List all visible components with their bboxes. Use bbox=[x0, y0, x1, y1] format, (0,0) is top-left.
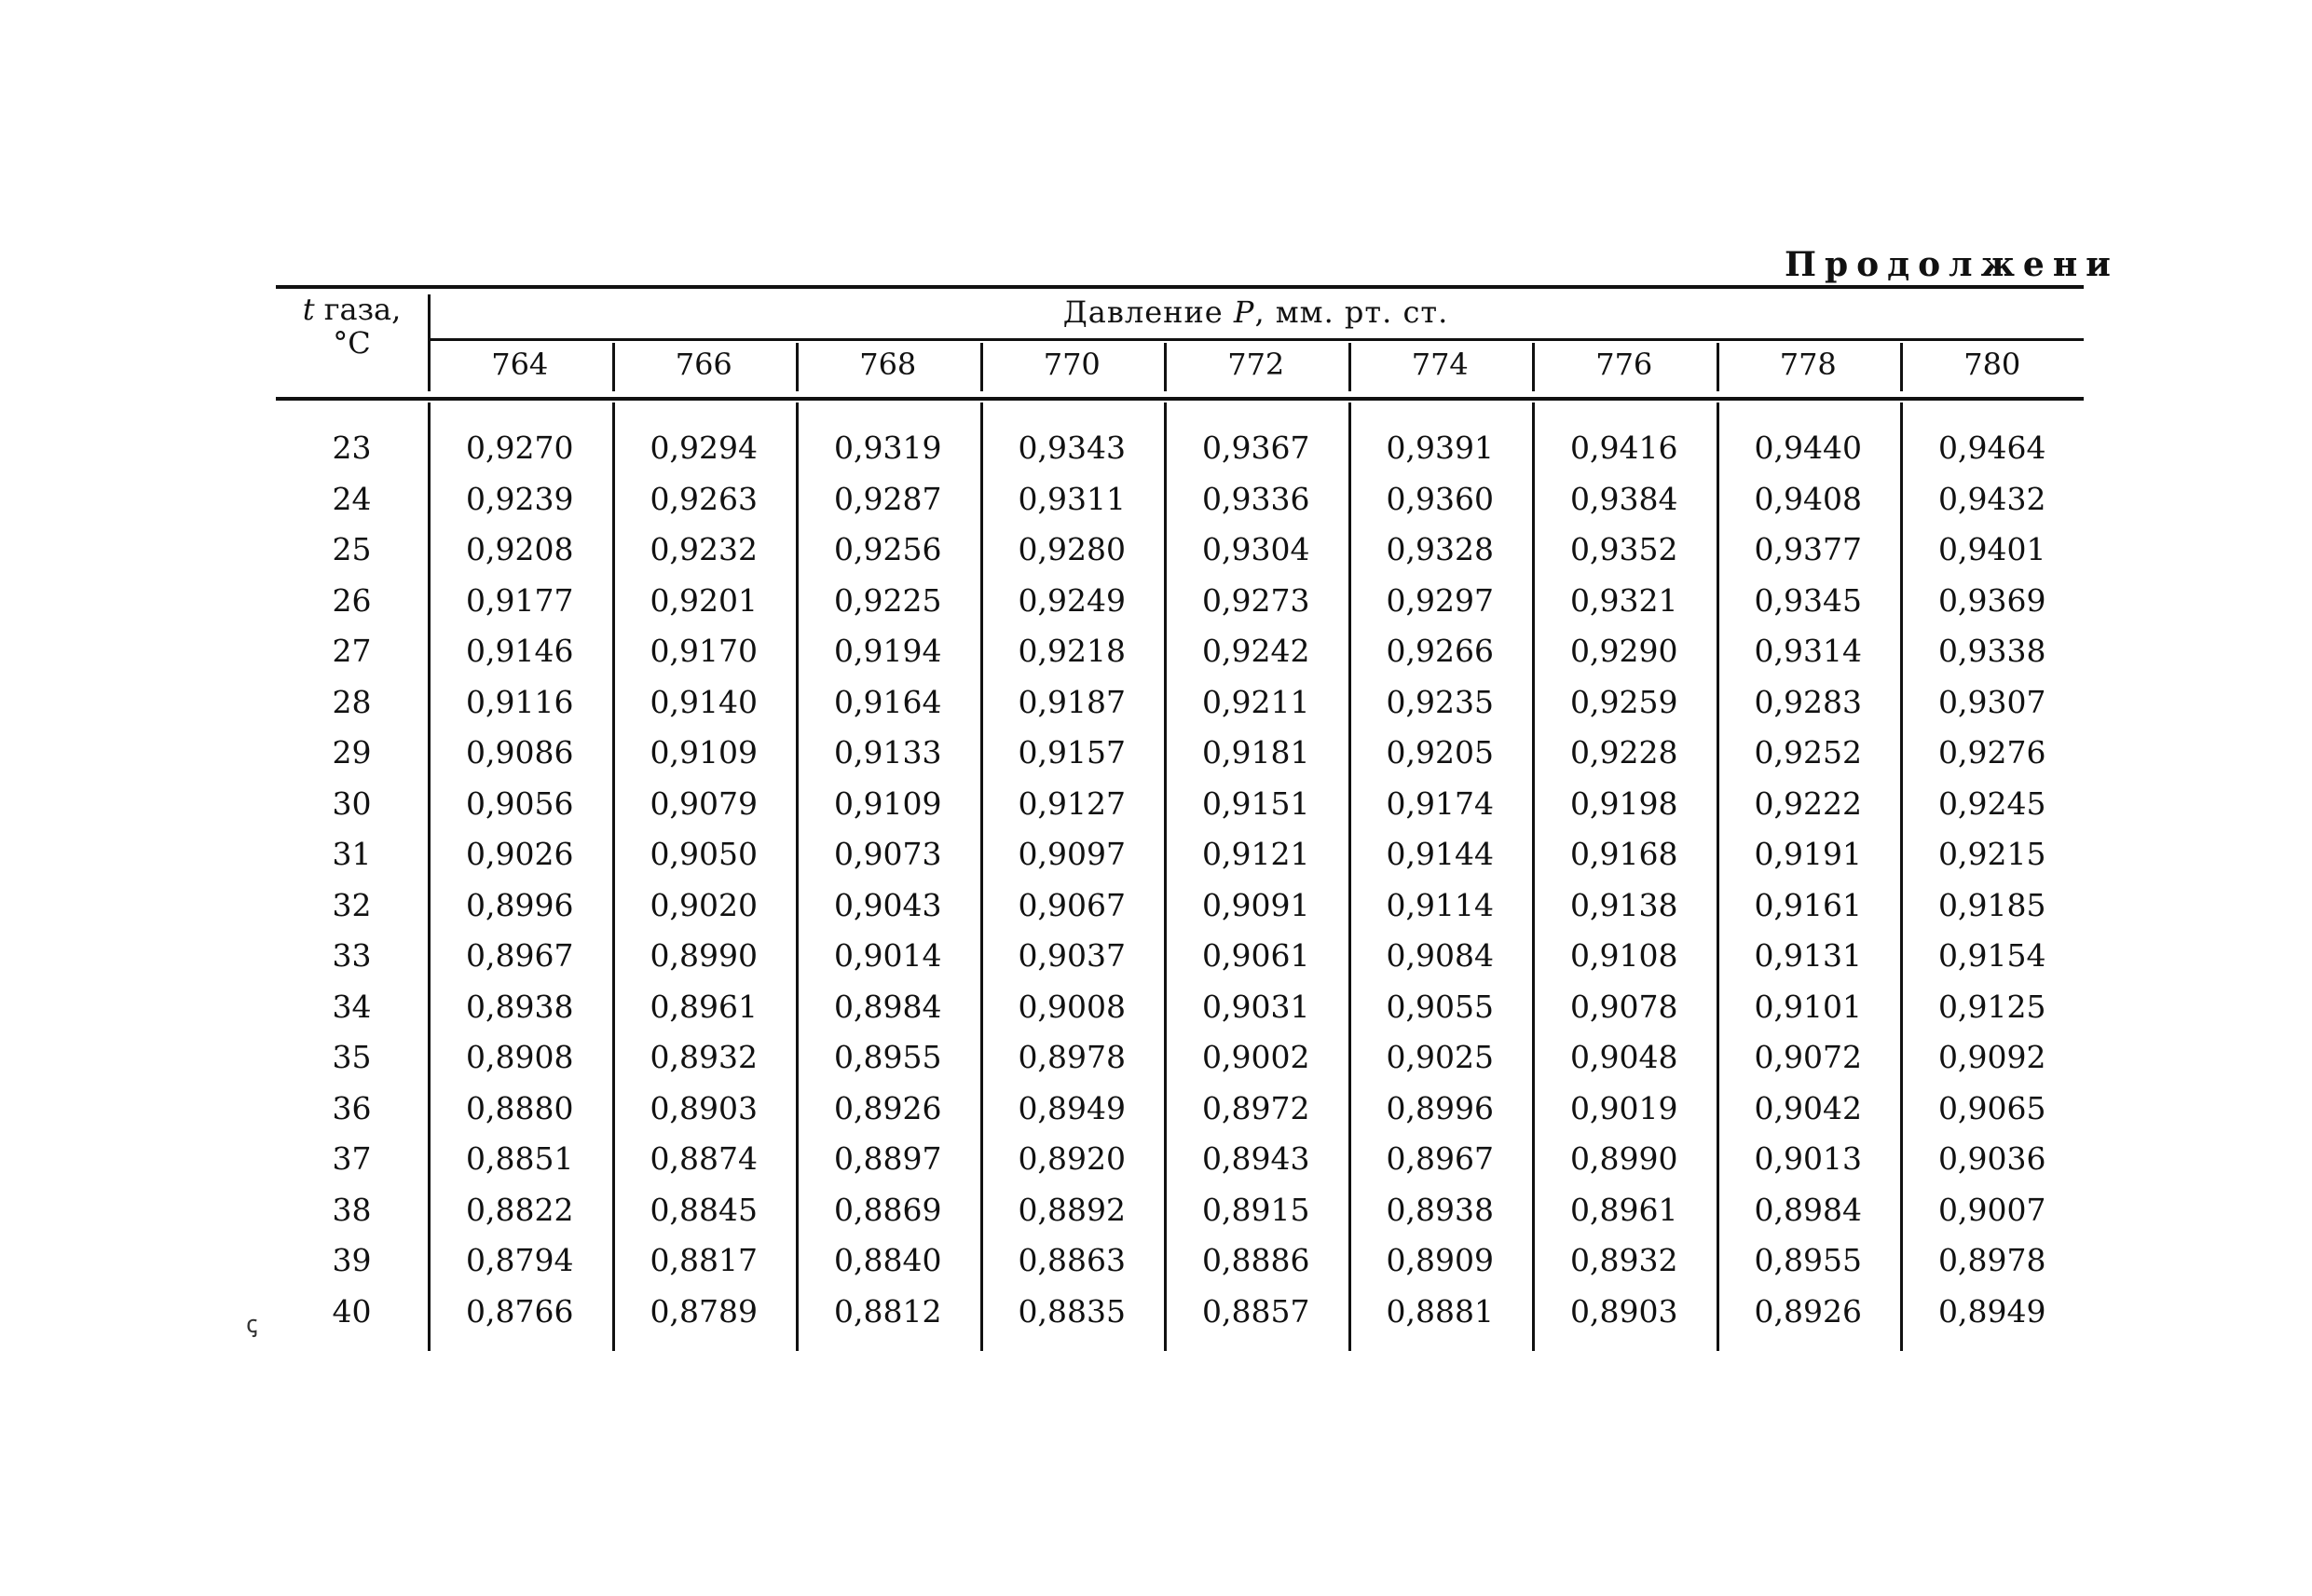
table-cell: 0,9369 bbox=[1938, 581, 2046, 619]
table-top-rule bbox=[276, 285, 2084, 289]
table-cell: 0,8978 bbox=[1018, 1039, 1126, 1075]
table-cell: 0,9079 bbox=[650, 784, 758, 822]
table-cell: 0,9280 bbox=[1018, 531, 1126, 567]
table-cell: 0,8938 bbox=[1386, 1191, 1494, 1228]
table-cell: 0,9146 bbox=[466, 633, 574, 669]
pressure-column-header: 766 bbox=[675, 347, 732, 382]
table-cell: 0,9201 bbox=[650, 581, 758, 619]
table-cell: 0,8996 bbox=[466, 886, 574, 923]
header-bottom-rule bbox=[276, 397, 2084, 401]
table-cell: 0,9036 bbox=[1938, 1140, 2046, 1177]
table-cell: 0,8869 bbox=[834, 1191, 942, 1228]
table-cell: 0,9037 bbox=[1018, 937, 1126, 974]
table-cell: 0,8851 bbox=[466, 1140, 574, 1177]
table-cell: 0,8978 bbox=[1938, 1242, 2046, 1278]
table-cell: 0,8949 bbox=[1938, 1292, 2046, 1330]
table-cell: 0,9304 bbox=[1202, 531, 1310, 567]
row-temperature: 38 bbox=[332, 1191, 372, 1228]
table-cell: 0,9252 bbox=[1754, 734, 1862, 771]
continuation-label: Продолжени bbox=[1785, 245, 2119, 284]
table-cell: 0,9416 bbox=[1570, 430, 1678, 466]
pressure-column-header: 770 bbox=[1043, 347, 1101, 382]
table-cell: 0,9336 bbox=[1202, 480, 1310, 517]
table-cell: 0,9078 bbox=[1570, 988, 1678, 1025]
table-cell: 0,8909 bbox=[1386, 1242, 1494, 1278]
header-column-divider bbox=[796, 343, 799, 391]
table-cell: 0,9140 bbox=[650, 683, 758, 720]
table-cell: 0,9031 bbox=[1202, 988, 1310, 1025]
table-cell: 0,9151 bbox=[1202, 784, 1310, 822]
table-cell: 0,9273 bbox=[1202, 581, 1310, 619]
table-cell: 0,8990 bbox=[1570, 1140, 1678, 1177]
table-cell: 0,9125 bbox=[1938, 988, 2046, 1025]
table-cell: 0,9360 bbox=[1386, 480, 1494, 517]
table-cell: 0,9198 bbox=[1570, 784, 1678, 822]
table-cell: 0,9061 bbox=[1202, 937, 1310, 974]
row-temperature: 37 bbox=[332, 1140, 372, 1177]
temperature-label: газа, bbox=[314, 292, 402, 327]
table-cell: 0,8812 bbox=[834, 1292, 942, 1330]
pressure-symbol: P bbox=[1233, 294, 1255, 330]
row-temperature: 25 bbox=[332, 531, 372, 567]
table-cell: 0,9432 bbox=[1938, 480, 2046, 517]
table-cell: 0,9245 bbox=[1938, 784, 2046, 822]
table-cell: 0,9222 bbox=[1754, 784, 1862, 822]
table-cell: 0,9050 bbox=[650, 836, 758, 872]
table-cell: 0,8817 bbox=[650, 1242, 758, 1278]
table-cell: 0,9138 bbox=[1570, 886, 1678, 923]
table-cell: 0,9013 bbox=[1754, 1140, 1862, 1177]
table-cell: 0,9249 bbox=[1018, 581, 1126, 619]
table-cell: 0,9215 bbox=[1938, 836, 2046, 872]
table-cell: 0,8926 bbox=[834, 1089, 942, 1126]
table-cell: 0,8840 bbox=[834, 1242, 942, 1278]
table-cell: 0,9343 bbox=[1018, 430, 1126, 466]
table-cell: 0,8955 bbox=[1754, 1242, 1862, 1278]
table-cell: 0,9191 bbox=[1754, 836, 1862, 872]
row-temperature: 26 bbox=[332, 581, 372, 619]
pressure-header-rule bbox=[428, 338, 2084, 341]
table-cell: 0,9377 bbox=[1754, 531, 1862, 567]
table-cell: 0,9056 bbox=[466, 784, 574, 822]
table-cell: 0,9020 bbox=[650, 886, 758, 923]
header-column-divider bbox=[980, 343, 983, 391]
table-cell: 0,8967 bbox=[1386, 1140, 1494, 1177]
table-cell: 0,9235 bbox=[1386, 683, 1494, 720]
row-temperature: 39 bbox=[332, 1242, 372, 1278]
table-cell: 0,8926 bbox=[1754, 1292, 1862, 1330]
table-cell: 0,9073 bbox=[834, 836, 942, 872]
table-cell: 0,8822 bbox=[466, 1191, 574, 1228]
table-cell: 0,9239 bbox=[466, 480, 574, 517]
table-cell: 0,9208 bbox=[466, 531, 574, 567]
table-cell: 0,8961 bbox=[1570, 1191, 1678, 1228]
table-cell: 0,9108 bbox=[1570, 937, 1678, 974]
pressure-header-suffix: , мм. рт. ст. bbox=[1254, 294, 1449, 330]
table-cell: 0,9194 bbox=[834, 633, 942, 669]
table-cell: 0,8897 bbox=[834, 1140, 942, 1177]
table-cell: 0,9154 bbox=[1938, 937, 2046, 974]
table-cell: 0,8938 bbox=[466, 988, 574, 1025]
header-column-divider bbox=[1900, 343, 1903, 391]
row-temperature: 31 bbox=[332, 836, 372, 872]
table-cell: 0,8915 bbox=[1202, 1191, 1310, 1228]
table-cell: 0,9187 bbox=[1018, 683, 1126, 720]
table-cell: 0,9328 bbox=[1386, 531, 1494, 567]
table-cell: 0,9319 bbox=[834, 430, 942, 466]
table-cell: 0,9307 bbox=[1938, 683, 2046, 720]
table-cell: 0,9283 bbox=[1754, 683, 1862, 720]
pressure-column-header: 768 bbox=[859, 347, 917, 382]
table-cell: 0,8766 bbox=[466, 1292, 574, 1330]
row-temperature: 24 bbox=[332, 480, 372, 517]
table-cell: 0,8892 bbox=[1018, 1191, 1126, 1228]
table-cell: 0,8943 bbox=[1202, 1140, 1310, 1177]
table-cell: 0,9014 bbox=[834, 937, 942, 974]
table-cell: 0,9161 bbox=[1754, 886, 1862, 923]
table-cell: 0,8932 bbox=[650, 1039, 758, 1075]
table-cell: 0,9164 bbox=[834, 683, 942, 720]
pressure-header bbox=[428, 294, 2084, 330]
table-cell: 0,8908 bbox=[466, 1039, 574, 1075]
temperature-symbol: t bbox=[302, 292, 315, 327]
table-cell: 0,9294 bbox=[650, 430, 758, 466]
table-cell: 0,9109 bbox=[834, 784, 942, 822]
table-cell: 0,8932 bbox=[1570, 1242, 1678, 1278]
row-temperature: 28 bbox=[332, 683, 372, 720]
table-cell: 0,8984 bbox=[834, 988, 942, 1025]
table-cell: 0,9114 bbox=[1386, 886, 1494, 923]
table-cell: 0,8863 bbox=[1018, 1242, 1126, 1278]
table-cell: 0,9259 bbox=[1570, 683, 1678, 720]
temperature-unit: °С bbox=[333, 325, 371, 361]
pressure-column-header: 764 bbox=[491, 347, 549, 382]
table-cell: 0,9065 bbox=[1938, 1089, 2046, 1126]
table-cell: 0,8886 bbox=[1202, 1242, 1310, 1278]
table-cell: 0,9168 bbox=[1570, 836, 1678, 872]
table-cell: 0,9043 bbox=[834, 886, 942, 923]
table-cell: 0,9384 bbox=[1570, 480, 1678, 517]
header-column-divider bbox=[1164, 343, 1167, 391]
table-cell: 0,9067 bbox=[1018, 886, 1126, 923]
table-cell: 0,9338 bbox=[1938, 633, 2046, 669]
table-cell: 0,9170 bbox=[650, 633, 758, 669]
row-temperature: 30 bbox=[332, 784, 372, 822]
table-cell: 0,9042 bbox=[1754, 1089, 1862, 1126]
row-temperature: 27 bbox=[332, 633, 372, 669]
temperature-column-divider bbox=[428, 294, 431, 391]
table-cell: 0,9025 bbox=[1386, 1039, 1494, 1075]
table-cell: 0,9026 bbox=[466, 836, 574, 872]
table-cell: 0,9086 bbox=[466, 734, 574, 771]
row-temperature: 32 bbox=[332, 886, 372, 923]
table-cell: 0,9008 bbox=[1018, 988, 1126, 1025]
table-cell: 0,8972 bbox=[1202, 1089, 1310, 1126]
row-temperature: 33 bbox=[332, 937, 372, 974]
pressure-header-prefix: Давление bbox=[1062, 294, 1234, 330]
table-cell: 0,9072 bbox=[1754, 1039, 1862, 1075]
table-cell: 0,8845 bbox=[650, 1191, 758, 1228]
margin-mark: ꞔ bbox=[246, 1311, 258, 1339]
row-temperature: 36 bbox=[332, 1089, 372, 1126]
table-cell: 0,8955 bbox=[834, 1039, 942, 1075]
table-cell: 0,8789 bbox=[650, 1292, 758, 1330]
table-cell: 0,9314 bbox=[1754, 633, 1862, 669]
table-cell: 0,9097 bbox=[1018, 836, 1126, 872]
table-cell: 0,8881 bbox=[1386, 1292, 1494, 1330]
row-temperature: 35 bbox=[332, 1039, 372, 1075]
table-cell: 0,8990 bbox=[650, 937, 758, 974]
table-cell: 0,9127 bbox=[1018, 784, 1126, 822]
table-cell: 0,9091 bbox=[1202, 886, 1310, 923]
table-cell: 0,9266 bbox=[1386, 633, 1494, 669]
table-cell: 0,8967 bbox=[466, 937, 574, 974]
table-cell: 0,9263 bbox=[650, 480, 758, 517]
table-cell: 0,8984 bbox=[1754, 1191, 1862, 1228]
row-temperature: 29 bbox=[332, 734, 372, 771]
table-cell: 0,9116 bbox=[466, 683, 574, 720]
table-cell: 0,8874 bbox=[650, 1140, 758, 1177]
table-cell: 0,9157 bbox=[1018, 734, 1126, 771]
table-cell: 0,9270 bbox=[466, 430, 574, 466]
table-cell: 0,9131 bbox=[1754, 937, 1862, 974]
table-cell: 0,9225 bbox=[834, 581, 942, 619]
table-cell: 0,9321 bbox=[1570, 581, 1678, 619]
table-cell: 0,9002 bbox=[1202, 1039, 1310, 1075]
table-cell: 0,9401 bbox=[1938, 531, 2046, 567]
table-cell: 0,9019 bbox=[1570, 1089, 1678, 1126]
table-cell: 0,9218 bbox=[1018, 633, 1126, 669]
row-temperature: 23 bbox=[332, 430, 372, 466]
pressure-column-header: 776 bbox=[1595, 347, 1653, 382]
table-cell: 0,9092 bbox=[1938, 1039, 2046, 1075]
table-cell: 0,9287 bbox=[834, 480, 942, 517]
table-cell: 0,9440 bbox=[1754, 430, 1862, 466]
table-cell: 0,9133 bbox=[834, 734, 942, 771]
table-cell: 0,8996 bbox=[1386, 1089, 1494, 1126]
table-cell: 0,9276 bbox=[1938, 734, 2046, 771]
pressure-column-header: 774 bbox=[1411, 347, 1469, 382]
table-cell: 0,9185 bbox=[1938, 886, 2046, 923]
header-column-divider bbox=[1348, 343, 1351, 391]
header-column-divider bbox=[612, 343, 615, 391]
table-cell: 0,9084 bbox=[1386, 937, 1494, 974]
temperature-column-header bbox=[276, 293, 428, 360]
pressure-column-header: 772 bbox=[1227, 347, 1285, 382]
row-temperature: 40 bbox=[332, 1292, 372, 1330]
table-cell: 0,9055 bbox=[1386, 988, 1494, 1025]
table-cell: 0,9211 bbox=[1202, 683, 1310, 720]
table-cell: 0,9297 bbox=[1386, 581, 1494, 619]
table-cell: 0,9205 bbox=[1386, 734, 1494, 771]
table-cell: 0,9242 bbox=[1202, 633, 1310, 669]
table-cell: 0,8835 bbox=[1018, 1292, 1126, 1330]
header-column-divider bbox=[1717, 343, 1719, 391]
table-cell: 0,9290 bbox=[1570, 633, 1678, 669]
header-column-divider bbox=[1532, 343, 1535, 391]
pressure-column-header: 778 bbox=[1779, 347, 1837, 382]
table-cell: 0,8903 bbox=[1570, 1292, 1678, 1330]
table-cell: 0,8949 bbox=[1018, 1089, 1126, 1126]
table-cell: 0,9232 bbox=[650, 531, 758, 567]
table-cell: 0,9408 bbox=[1754, 480, 1862, 517]
table-cell: 0,9109 bbox=[650, 734, 758, 771]
table-cell: 0,9177 bbox=[466, 581, 574, 619]
table-cell: 0,9367 bbox=[1202, 430, 1310, 466]
table-cell: 0,9101 bbox=[1754, 988, 1862, 1025]
table-cell: 0,9256 bbox=[834, 531, 942, 567]
table-cell: 0,9048 bbox=[1570, 1039, 1678, 1075]
table-cell: 0,9181 bbox=[1202, 734, 1310, 771]
table-cell: 0,8920 bbox=[1018, 1140, 1126, 1177]
table-cell: 0,9144 bbox=[1386, 836, 1494, 872]
table-cell: 0,9352 bbox=[1570, 531, 1678, 567]
table-cell: 0,8794 bbox=[466, 1242, 574, 1278]
table-cell: 0,8903 bbox=[650, 1089, 758, 1126]
table-cell: 0,9345 bbox=[1754, 581, 1862, 619]
table-cell: 0,9228 bbox=[1570, 734, 1678, 771]
table-cell: 0,9007 bbox=[1938, 1191, 2046, 1228]
table-cell: 0,9391 bbox=[1386, 430, 1494, 466]
table-cell: 0,8857 bbox=[1202, 1292, 1310, 1330]
table-cell: 0,9121 bbox=[1202, 836, 1310, 872]
pressure-column-header: 780 bbox=[1963, 347, 2021, 382]
row-temperature: 34 bbox=[332, 988, 372, 1025]
table-cell: 0,9311 bbox=[1018, 480, 1126, 517]
table-cell: 0,8880 bbox=[466, 1089, 574, 1126]
table-cell: 0,9464 bbox=[1938, 430, 2046, 466]
table-cell: 0,8961 bbox=[650, 988, 758, 1025]
table-cell: 0,9174 bbox=[1386, 784, 1494, 822]
